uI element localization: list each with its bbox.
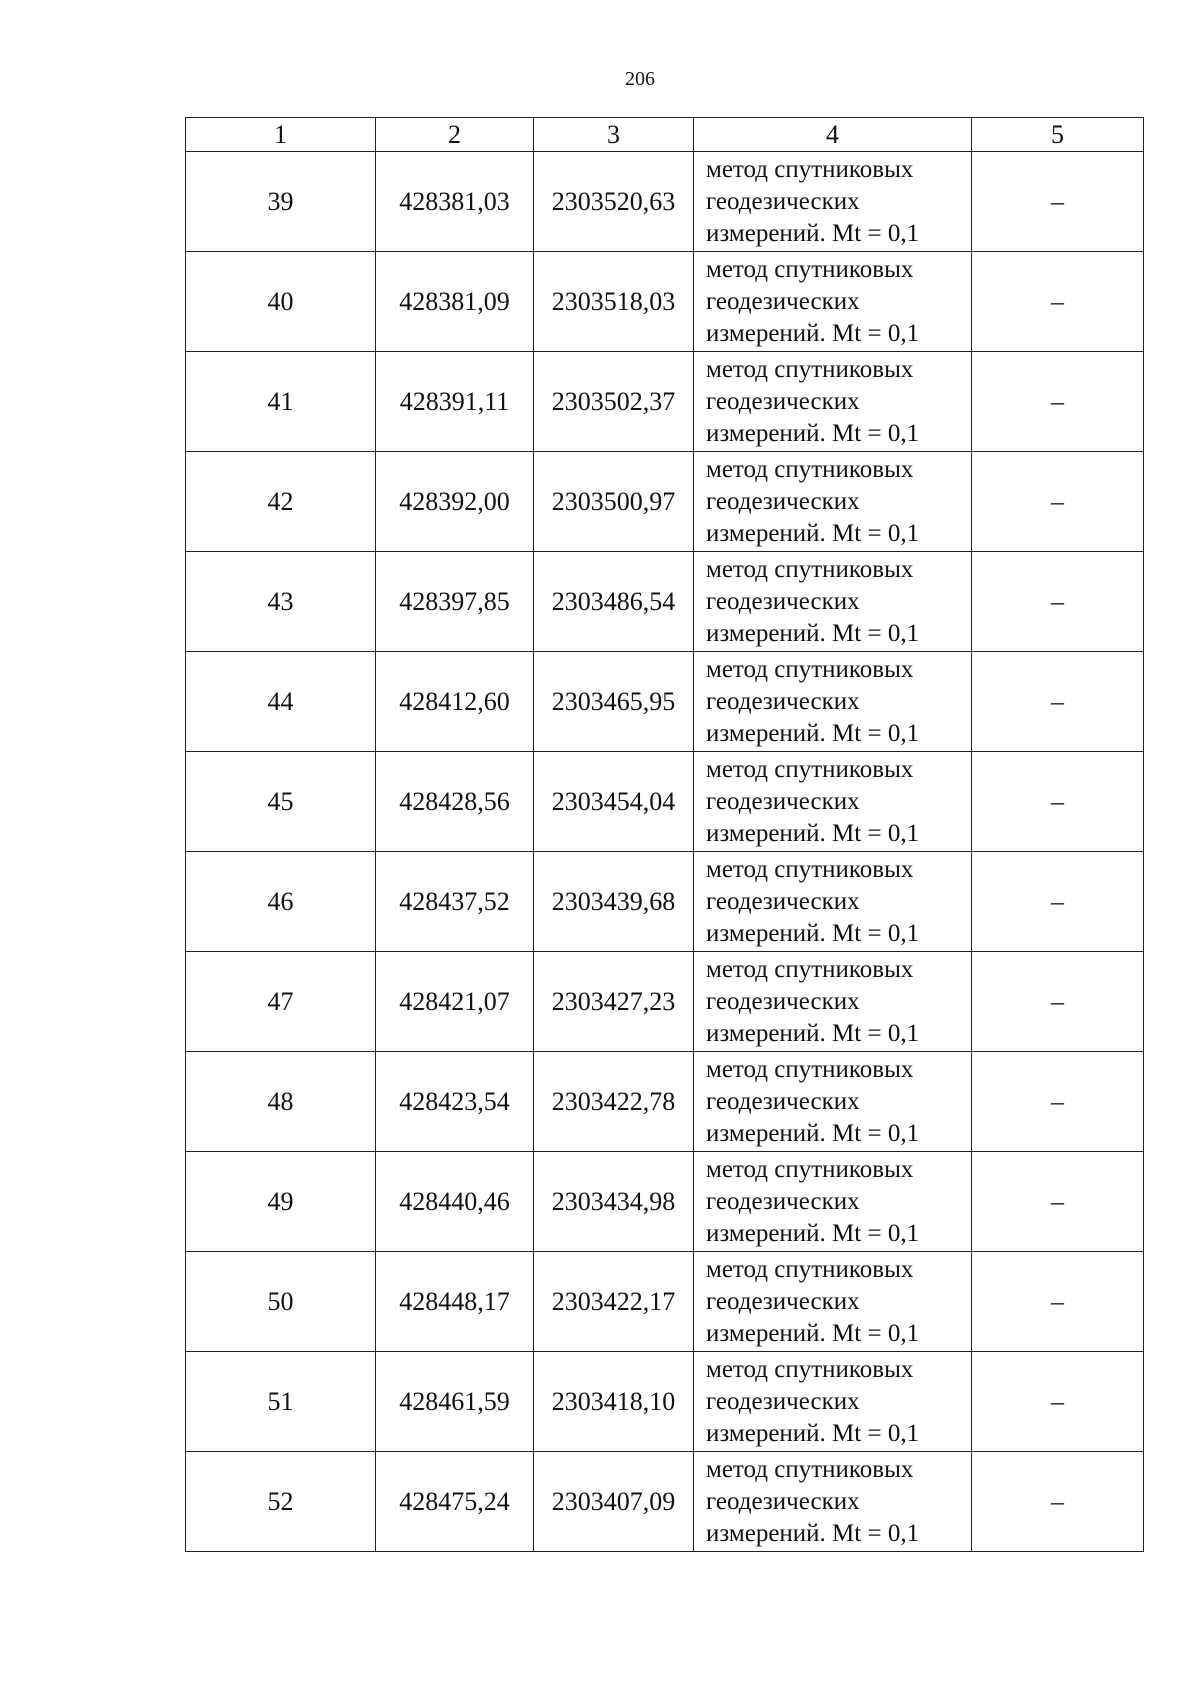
method-line-2: геодезических	[706, 1487, 860, 1515]
table-row	[186, 1352, 1144, 1452]
method-line-1: метод спутниковых	[706, 1455, 914, 1483]
y-coordinate-cell: 2303407,09	[534, 1452, 694, 1552]
note-cell: –	[972, 1052, 1144, 1152]
table-row	[186, 952, 1144, 1052]
table-body	[186, 152, 1144, 1552]
method-line-3: измерений. Mt = 0,1	[706, 819, 920, 847]
method-line-1: метод спутниковых	[706, 1355, 914, 1383]
method-line-2: геодезических	[706, 1387, 860, 1415]
note-cell: –	[972, 252, 1144, 352]
method-line-2: геодезических	[706, 687, 860, 715]
y-coordinate-cell: 2303422,17	[534, 1252, 694, 1352]
point-number-cell: 52	[186, 1452, 376, 1552]
note-cell: –	[972, 552, 1144, 652]
table-row	[186, 1452, 1144, 1552]
note-cell: –	[972, 952, 1144, 1052]
header-row	[186, 118, 1144, 152]
table-row	[186, 552, 1144, 652]
table-row	[186, 652, 1144, 752]
table-row	[186, 1252, 1144, 1352]
x-coordinate-cell: 428381,03	[376, 152, 534, 252]
point-number-cell: 40	[186, 252, 376, 352]
method-line-1: метод спутниковых	[706, 655, 914, 683]
x-coordinate-cell: 428437,52	[376, 852, 534, 952]
method-line-2: геодезических	[706, 187, 860, 215]
method-line-1: метод спутниковых	[706, 355, 914, 383]
table-row	[186, 752, 1144, 852]
method-line-2: геодезических	[706, 1087, 860, 1115]
method-line-1: метод спутниковых	[706, 155, 914, 183]
method-line-2: геодезических	[706, 887, 860, 915]
method-cell	[694, 752, 972, 852]
table-row	[186, 1052, 1144, 1152]
note-cell: –	[972, 352, 1144, 452]
x-coordinate-cell: 428448,17	[376, 1252, 534, 1352]
method-line-1: метод спутниковых	[706, 1255, 914, 1283]
note-cell: –	[972, 1252, 1144, 1352]
y-coordinate-cell: 2303427,23	[534, 952, 694, 1052]
x-coordinate-cell: 428397,85	[376, 552, 534, 652]
method-cell	[694, 152, 972, 252]
method-cell	[694, 1052, 972, 1152]
note-cell: –	[972, 152, 1144, 252]
y-coordinate-cell: 2303518,03	[534, 252, 694, 352]
method-line-2: геодезических	[706, 1187, 860, 1215]
x-coordinate-cell: 428381,09	[376, 252, 534, 352]
header-cell-5: 5	[972, 118, 1144, 152]
method-line-3: измерений. Mt = 0,1	[706, 219, 920, 247]
method-line-3: измерений. Mt = 0,1	[706, 319, 920, 347]
method-line-3: измерений. Mt = 0,1	[706, 519, 920, 547]
method-line-2: геодезических	[706, 587, 860, 615]
method-cell	[694, 1452, 972, 1552]
method-cell	[694, 952, 972, 1052]
coordinates-table-container	[185, 117, 1143, 1552]
method-cell	[694, 1352, 972, 1452]
method-line-3: измерений. Mt = 0,1	[706, 719, 920, 747]
method-line-1: метод спутниковых	[706, 455, 914, 483]
point-number-cell: 45	[186, 752, 376, 852]
x-coordinate-cell: 428461,59	[376, 1352, 534, 1452]
x-coordinate-cell: 428412,60	[376, 652, 534, 752]
point-number-cell: 47	[186, 952, 376, 1052]
method-line-3: измерений. Mt = 0,1	[706, 1319, 920, 1347]
point-number-cell: 51	[186, 1352, 376, 1452]
point-number-cell: 42	[186, 452, 376, 552]
header-cell-2: 2	[376, 118, 534, 152]
point-number-cell: 46	[186, 852, 376, 952]
method-cell	[694, 452, 972, 552]
point-number-cell: 41	[186, 352, 376, 452]
note-cell: –	[972, 1352, 1144, 1452]
y-coordinate-cell: 2303439,68	[534, 852, 694, 952]
method-line-3: измерений. Mt = 0,1	[706, 1519, 920, 1547]
table-row	[186, 252, 1144, 352]
method-cell	[694, 852, 972, 952]
x-coordinate-cell: 428392,00	[376, 452, 534, 552]
coordinates-table	[185, 117, 1144, 1552]
method-cell	[694, 252, 972, 352]
method-cell	[694, 552, 972, 652]
page-number: 206	[625, 68, 655, 90]
method-line-2: геодезических	[706, 1287, 860, 1315]
method-line-3: измерений. Mt = 0,1	[706, 1019, 920, 1047]
method-line-1: метод спутниковых	[706, 255, 914, 283]
table-row	[186, 152, 1144, 252]
point-number-cell: 44	[186, 652, 376, 752]
method-line-3: измерений. Mt = 0,1	[706, 619, 920, 647]
method-cell	[694, 652, 972, 752]
y-coordinate-cell: 2303418,10	[534, 1352, 694, 1452]
method-line-1: метод спутниковых	[706, 1155, 914, 1183]
note-cell: –	[972, 1452, 1144, 1552]
y-coordinate-cell: 2303454,04	[534, 752, 694, 852]
method-line-2: геодезических	[706, 987, 860, 1015]
point-number-cell: 49	[186, 1152, 376, 1252]
y-coordinate-cell: 2303465,95	[534, 652, 694, 752]
x-coordinate-cell: 428423,54	[376, 1052, 534, 1152]
y-coordinate-cell: 2303434,98	[534, 1152, 694, 1252]
note-cell: –	[972, 452, 1144, 552]
note-cell: –	[972, 752, 1144, 852]
y-coordinate-cell: 2303500,97	[534, 452, 694, 552]
method-line-3: измерений. Mt = 0,1	[706, 1119, 920, 1147]
point-number-cell: 39	[186, 152, 376, 252]
y-coordinate-cell: 2303502,37	[534, 352, 694, 452]
point-number-cell: 50	[186, 1252, 376, 1352]
method-cell	[694, 1252, 972, 1352]
method-line-3: измерений. Mt = 0,1	[706, 919, 920, 947]
x-coordinate-cell: 428421,07	[376, 952, 534, 1052]
method-line-2: геодезических	[706, 787, 860, 815]
y-coordinate-cell: 2303486,54	[534, 552, 694, 652]
method-line-1: метод спутниковых	[706, 755, 914, 783]
method-cell	[694, 352, 972, 452]
note-cell: –	[972, 852, 1144, 952]
method-cell	[694, 1152, 972, 1252]
method-line-3: измерений. Mt = 0,1	[706, 1219, 920, 1247]
header-cell-4: 4	[694, 118, 972, 152]
x-coordinate-cell: 428440,46	[376, 1152, 534, 1252]
y-coordinate-cell: 2303422,78	[534, 1052, 694, 1152]
y-coordinate-cell: 2303520,63	[534, 152, 694, 252]
note-cell: –	[972, 1152, 1144, 1252]
method-line-1: метод спутниковых	[706, 955, 914, 983]
table-row	[186, 352, 1144, 452]
method-line-2: геодезических	[706, 387, 860, 415]
header-cell-3: 3	[534, 118, 694, 152]
x-coordinate-cell: 428428,56	[376, 752, 534, 852]
note-cell: –	[972, 652, 1144, 752]
header-cell-1: 1	[186, 118, 376, 152]
method-line-3: измерений. Mt = 0,1	[706, 419, 920, 447]
table-row	[186, 452, 1144, 552]
method-line-1: метод спутниковых	[706, 555, 914, 583]
point-number-cell: 43	[186, 552, 376, 652]
x-coordinate-cell: 428475,24	[376, 1452, 534, 1552]
method-line-1: метод спутниковых	[706, 1055, 914, 1083]
table-row	[186, 1152, 1144, 1252]
point-number-cell: 48	[186, 1052, 376, 1152]
method-line-2: геодезических	[706, 287, 860, 315]
method-line-3: измерений. Mt = 0,1	[706, 1419, 920, 1447]
method-line-2: геодезических	[706, 487, 860, 515]
x-coordinate-cell: 428391,11	[376, 352, 534, 452]
method-line-1: метод спутниковых	[706, 855, 914, 883]
table-row	[186, 852, 1144, 952]
table-header	[186, 118, 1144, 152]
